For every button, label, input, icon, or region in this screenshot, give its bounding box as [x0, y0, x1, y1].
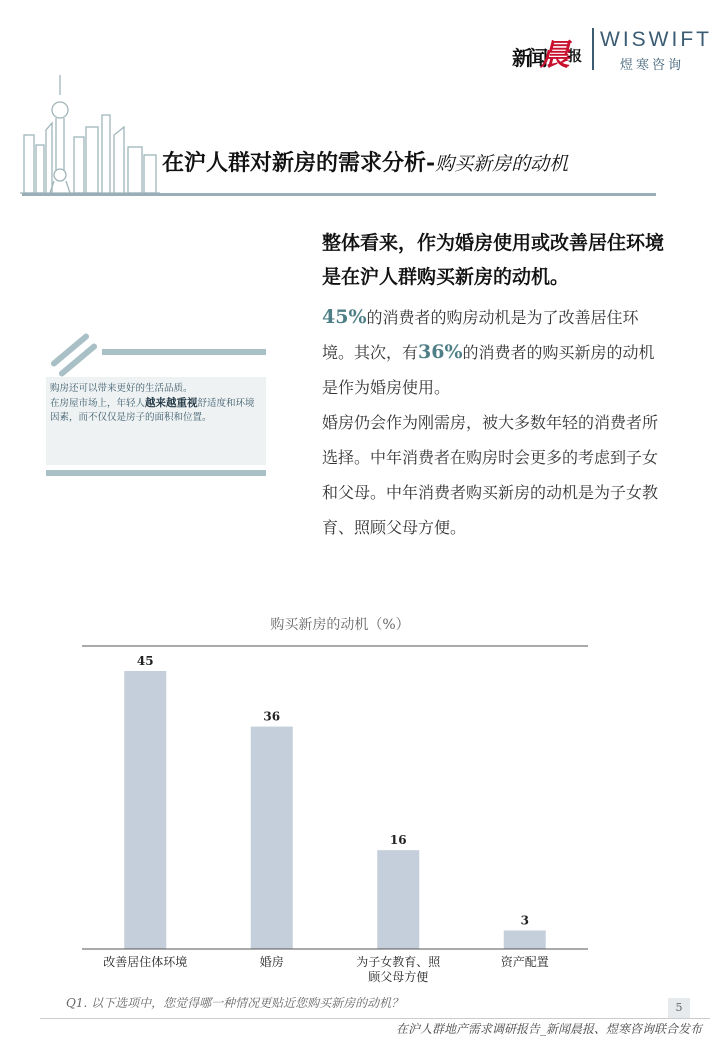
wiswift-logo: WISWIFT: [600, 28, 712, 51]
quote-line-2-post: 舒适度和环境因素，而不仅仅是房子的面积和位置。: [50, 398, 255, 423]
percentage-36: 36%: [418, 341, 463, 363]
bar-chart: [0, 640, 720, 985]
body-paragraph-1: [322, 300, 667, 405]
wiswift-logo-cn: 煜寒咨询: [620, 58, 685, 73]
page-title-main: 在沪人群对新房的需求分析-: [162, 150, 436, 176]
title-rule: [22, 193, 656, 196]
quote-line-2: [50, 396, 264, 425]
quote-bottom-bar: [46, 470, 266, 476]
chart-category-label: 改善居住体环境: [103, 955, 188, 969]
chart-data-label: 45: [136, 654, 154, 668]
chart-data-label: 16: [389, 833, 407, 848]
chart-title: 购买新房的动机（%）: [270, 617, 410, 633]
quote-line-1: 购房还可以带来更好的生活品质。: [50, 383, 193, 394]
chart-category-label: 为子女教育、照: [356, 955, 441, 969]
chart-data-label: 36: [263, 709, 281, 724]
body-paragraph-2: 婚房仍会作为刚需房，被大多数年轻的消费者所选择。中年消费者在购房时会更多的考虑到子女和父母。中年消费者购买新房的动机是为子女教育、照顾父母方便。: [322, 413, 659, 537]
percentage-45: 45%: [322, 306, 367, 328]
quote-top-bar: [102, 349, 266, 355]
body-p1b: 的消费者的购买新房的动机是作为婚房使用。: [322, 343, 655, 397]
quote-box: [46, 332, 266, 476]
body-text: [322, 300, 667, 545]
footer-rule: [40, 1018, 710, 1019]
chart-bar: [124, 671, 166, 949]
quote-slash-decoration: [58, 342, 99, 377]
logo-xin-text-2: 晨: [540, 38, 570, 73]
quote-emphasis: 越来越重视: [145, 397, 198, 409]
body-p1a: 的消费者的购房动机是为了改善居住环境。其次，有: [322, 308, 639, 362]
logo-xin-text-3: 报: [568, 49, 582, 65]
chart-category-label: 顾父母方便: [368, 970, 429, 984]
chart-bar: [377, 850, 419, 949]
xinwen-chenbao-logo: [512, 28, 584, 73]
headline: 整体看来，作为婚房使用或改善居住环境是在沪人群购买新房的动机。: [322, 232, 665, 288]
chart-category-label: 婚房: [259, 955, 284, 969]
page-title: [162, 146, 568, 177]
quote-text: [50, 382, 264, 425]
quote-line-2-pre: 在房屋市场上，年轻人: [50, 398, 146, 409]
shanghai-skyline-icon: [20, 75, 160, 195]
footer-text: 在沪人群地产需求调研报告_新闻晨报、煜寒咨询联合发布: [395, 1022, 702, 1036]
chart-bar: [251, 727, 293, 949]
chart-bar: [504, 930, 546, 949]
chart-category-label: 资产配置: [500, 955, 549, 969]
chart-data-label: 3: [520, 913, 529, 928]
logo-xin-text-1: 新闻: [512, 46, 544, 70]
page-title-sub: 购买新房的动机: [435, 153, 569, 175]
logo-divider: [592, 28, 594, 70]
page-number: 5: [668, 998, 690, 1018]
survey-question: Q1. 以下选项中，您觉得哪一种情况更贴近您购买新房的动机？: [66, 996, 404, 1010]
